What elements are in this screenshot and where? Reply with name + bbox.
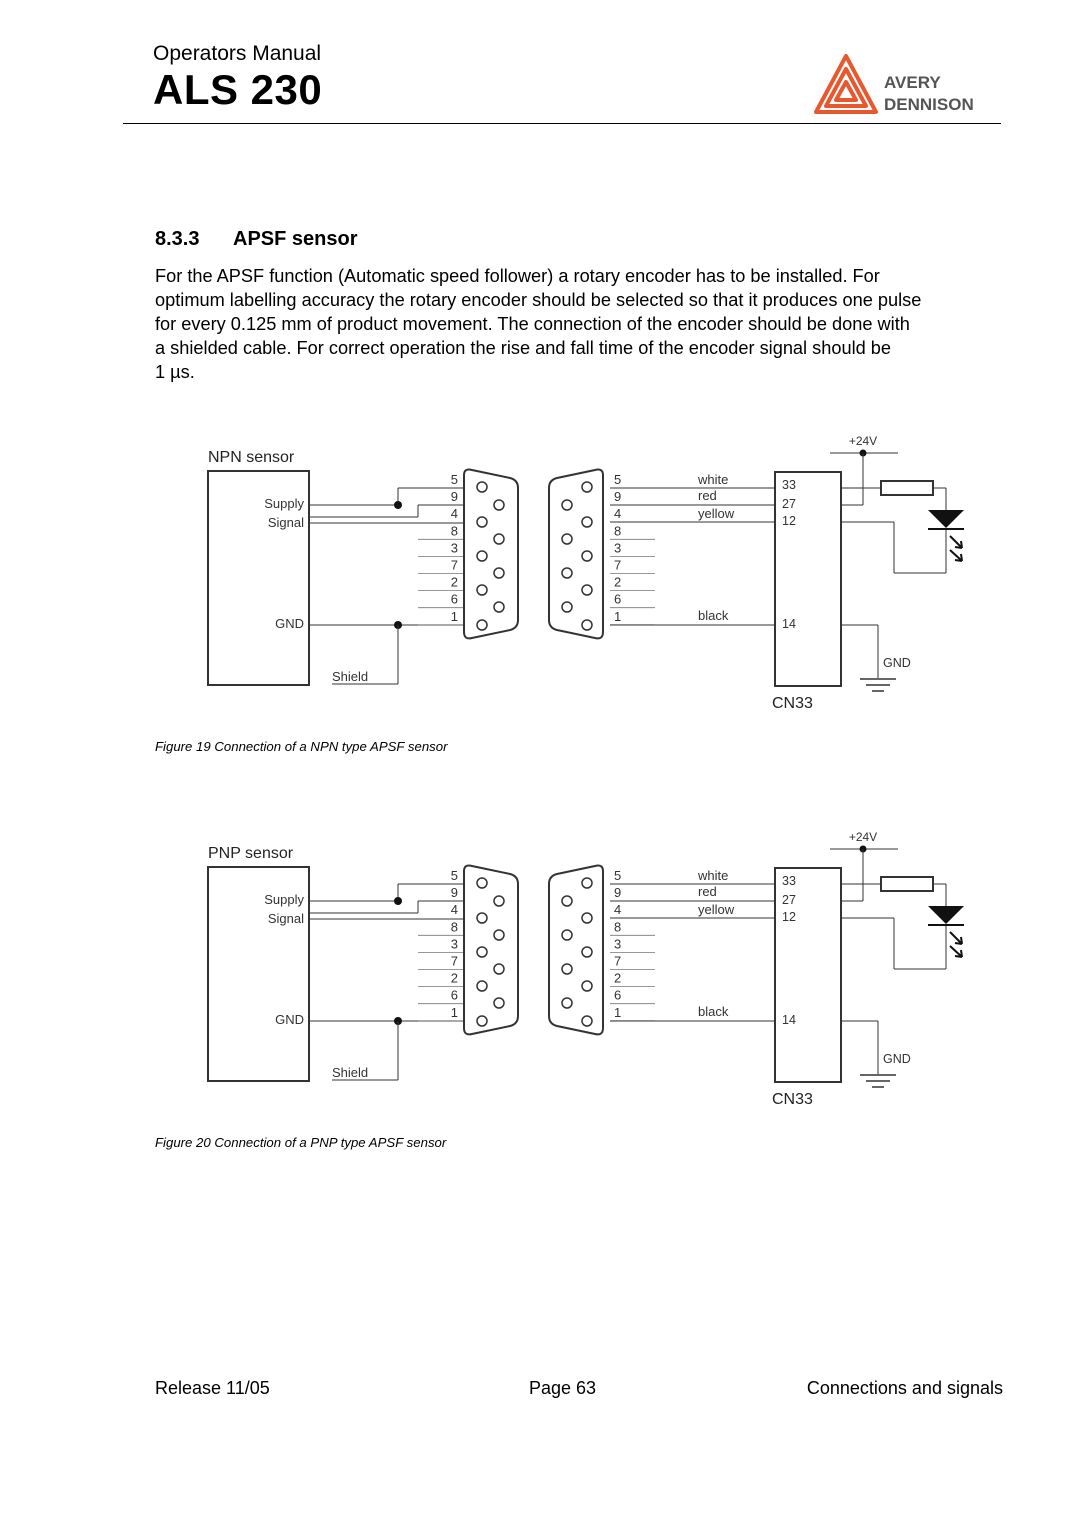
connector-pin-circle xyxy=(582,878,592,888)
connector-pin-circle xyxy=(494,568,504,578)
wire-label-yellow: yellow xyxy=(698,902,735,917)
connector-pin-circle xyxy=(582,1016,592,1026)
shield-label: Shield xyxy=(332,669,369,684)
supply-voltage-label: +24V xyxy=(848,434,878,448)
connector-pin-circle xyxy=(477,620,487,630)
supply-voltage-label: +24V xyxy=(848,830,878,844)
connector-pin-number: 7 xyxy=(450,557,458,573)
section-heading xyxy=(155,228,357,251)
wire-label-yellow: yellow xyxy=(698,506,735,521)
sensor-pin-supply-label: Supply xyxy=(264,892,304,907)
connector-pin-number: 6 xyxy=(614,591,622,607)
connector-pin-circle xyxy=(477,913,487,923)
connector-pin-circle xyxy=(477,981,487,991)
figure-pnp-diagram xyxy=(0,826,1080,1126)
manual-subtitle: Operators Manual xyxy=(153,42,322,65)
connector-pin-circle xyxy=(582,620,592,630)
connector-pin-number: 2 xyxy=(614,574,622,590)
connector-pin-number: 1 xyxy=(614,608,622,624)
connector-pin-number: 8 xyxy=(450,919,458,935)
junction-dot xyxy=(394,897,402,905)
terminal-pin-number: 14 xyxy=(782,617,796,631)
section-paragraph xyxy=(155,264,1005,384)
connector-pin-circle xyxy=(562,896,572,906)
connector-pin-circle xyxy=(477,878,487,888)
terminal-name: CN33 xyxy=(772,695,813,712)
wire-label-red: red xyxy=(698,884,717,899)
figure-caption: Figure 20 Connection of a PNP type APSF sensor xyxy=(155,1135,447,1150)
connector-pin-circle xyxy=(582,913,592,923)
terminal-pin-number: 12 xyxy=(782,910,796,924)
connector-pin-number: 4 xyxy=(614,902,622,918)
connector-pin-circle xyxy=(562,568,572,578)
terminal-name: CN33 xyxy=(772,1091,813,1108)
logo-text-line2: DENNISON xyxy=(884,95,974,114)
connector-pin-number: 5 xyxy=(614,472,622,487)
connector-pin-number: 8 xyxy=(614,523,622,539)
terminal-pin-number: 27 xyxy=(782,893,796,907)
wire-label-white: white xyxy=(698,868,729,883)
connector-pin-circle xyxy=(562,964,572,974)
light-emission-icon xyxy=(950,536,962,548)
connector-pin-number: 5 xyxy=(450,472,458,487)
logo-text-line1: AVERY xyxy=(884,73,941,92)
footer-release: Release 11/05 xyxy=(155,1378,270,1398)
connector-pin-circle xyxy=(477,947,487,957)
connector-pin-circle xyxy=(562,500,572,510)
terminal-pin-number: 27 xyxy=(782,497,796,511)
connector-pin-circle xyxy=(494,896,504,906)
ground-label: GND xyxy=(883,1052,911,1066)
wiring-diagram-pnp xyxy=(0,826,1080,1126)
connector-pin-circle xyxy=(494,930,504,940)
connector-pin-circle xyxy=(562,602,572,612)
product-title: ALS 230 xyxy=(153,66,323,113)
light-emission-icon xyxy=(950,946,962,957)
paragraph-line: 1 µs. xyxy=(155,362,195,382)
terminal-pin-number: 33 xyxy=(782,874,796,888)
connector-pin-number: 9 xyxy=(450,885,458,901)
connector-pin-number: 9 xyxy=(450,489,458,505)
wire-label-black: black xyxy=(698,1004,729,1019)
connector-pin-circle xyxy=(582,482,592,492)
wire-label-black: black xyxy=(698,608,729,623)
connector-pin-number: 9 xyxy=(614,885,622,901)
junction-dot xyxy=(394,501,402,509)
connector-pin-number: 3 xyxy=(614,936,622,952)
shield-label: Shield xyxy=(332,1065,369,1080)
connector-pin-number: 2 xyxy=(450,574,458,590)
connector-pin-number: 7 xyxy=(614,557,622,573)
connector-pin-circle xyxy=(477,482,487,492)
figure-npn-diagram xyxy=(0,430,1080,730)
sensor-pin-gnd-label: GND xyxy=(275,616,304,631)
section-number: 8.3.3 xyxy=(155,228,200,250)
terminal-pin-number: 12 xyxy=(782,514,796,528)
logo-mark-icon xyxy=(816,56,876,112)
connector-pin-number: 7 xyxy=(614,953,622,969)
connector-pin-circle xyxy=(582,551,592,561)
sensor-pin-signal-label: Signal xyxy=(267,515,304,530)
ground-label: GND xyxy=(883,656,911,670)
connector-pin-number: 6 xyxy=(450,987,458,1003)
connector-pin-number: 7 xyxy=(450,953,458,969)
wiring-diagram-npn xyxy=(0,430,1080,730)
sensor-pin-signal-label: Signal xyxy=(267,911,304,926)
wire-label-white: white xyxy=(698,472,729,487)
resistor-symbol xyxy=(881,481,933,495)
terminal-pin-number: 14 xyxy=(782,1013,796,1027)
connector-pin-circle xyxy=(494,602,504,612)
connector-pin-number: 8 xyxy=(614,919,622,935)
connector-pin-number: 5 xyxy=(614,868,622,883)
connector-pin-circle xyxy=(477,585,487,595)
dsub-connector-male xyxy=(549,866,603,1035)
connector-pin-circle xyxy=(477,1016,487,1026)
sensor-title: NPN sensor xyxy=(208,449,295,466)
connector-pin-number: 2 xyxy=(450,970,458,986)
dsub-connector-female xyxy=(464,470,518,639)
connector-pin-circle xyxy=(562,930,572,940)
connector-pin-number: 6 xyxy=(614,987,622,1003)
connector-pin-circle xyxy=(494,534,504,544)
connector-pin-circle xyxy=(477,551,487,561)
footer-page-number: Page 63 xyxy=(529,1378,597,1398)
connector-pin-number: 2 xyxy=(614,970,622,986)
connector-pin-number: 1 xyxy=(450,1004,458,1020)
connector-pin-number: 1 xyxy=(614,1004,622,1020)
avery-dennison-logo xyxy=(812,52,1002,118)
connector-pin-number: 3 xyxy=(450,936,458,952)
connector-pin-number: 5 xyxy=(450,868,458,883)
connector-pin-number: 9 xyxy=(614,489,622,505)
connector-pin-number: 4 xyxy=(450,902,458,918)
sensor-pin-supply-label: Supply xyxy=(264,496,304,511)
connector-pin-circle xyxy=(477,517,487,527)
connector-pin-number: 3 xyxy=(614,540,622,556)
led-icon xyxy=(928,906,964,924)
header-rule xyxy=(123,123,1001,124)
dsub-connector-male xyxy=(549,470,603,639)
paragraph-line: a shielded cable. For correct operation the rise and fall time of the encoder signal should be xyxy=(155,338,892,358)
connector-pin-number: 6 xyxy=(450,591,458,607)
light-emission-icon xyxy=(950,550,962,561)
section-title: APSF sensor xyxy=(233,228,358,250)
connector-pin-circle xyxy=(494,998,504,1008)
resistor-symbol xyxy=(881,877,933,891)
connector-pin-circle xyxy=(582,981,592,991)
sensor-pin-gnd-label: GND xyxy=(275,1012,304,1027)
connector-pin-number: 4 xyxy=(450,506,458,522)
connector-pin-number: 1 xyxy=(450,608,458,624)
connector-pin-number: 4 xyxy=(614,506,622,522)
paragraph-line: For the APSF function (Automatic speed follower) a rotary encoder has to be installed. For xyxy=(155,266,880,286)
paragraph-line: optimum labelling accuracy the rotary encoder should be selected so that it produces one pulse xyxy=(155,290,922,310)
connector-pin-circle xyxy=(582,517,592,527)
light-emission-icon xyxy=(950,932,962,944)
connector-pin-circle xyxy=(582,947,592,957)
connector-pin-circle xyxy=(494,500,504,510)
figure-caption: Figure 19 Connection of a NPN type APSF sensor xyxy=(155,739,448,754)
connector-pin-circle xyxy=(562,534,572,544)
connector-pin-circle xyxy=(562,998,572,1008)
connector-pin-number: 3 xyxy=(450,540,458,556)
terminal-pin-number: 33 xyxy=(782,478,796,492)
connector-pin-number: 8 xyxy=(450,523,458,539)
connector-pin-circle xyxy=(494,964,504,974)
led-icon xyxy=(928,510,964,528)
sensor-title: PNP sensor xyxy=(208,845,294,862)
dsub-connector-female xyxy=(464,866,518,1035)
connector-pin-circle xyxy=(582,585,592,595)
footer-chapter: Connections and signals xyxy=(806,1378,1003,1398)
paragraph-line: for every 0.125 mm of product movement. The connection of the encoder should be done with xyxy=(155,314,910,334)
wire-label-red: red xyxy=(698,488,717,503)
